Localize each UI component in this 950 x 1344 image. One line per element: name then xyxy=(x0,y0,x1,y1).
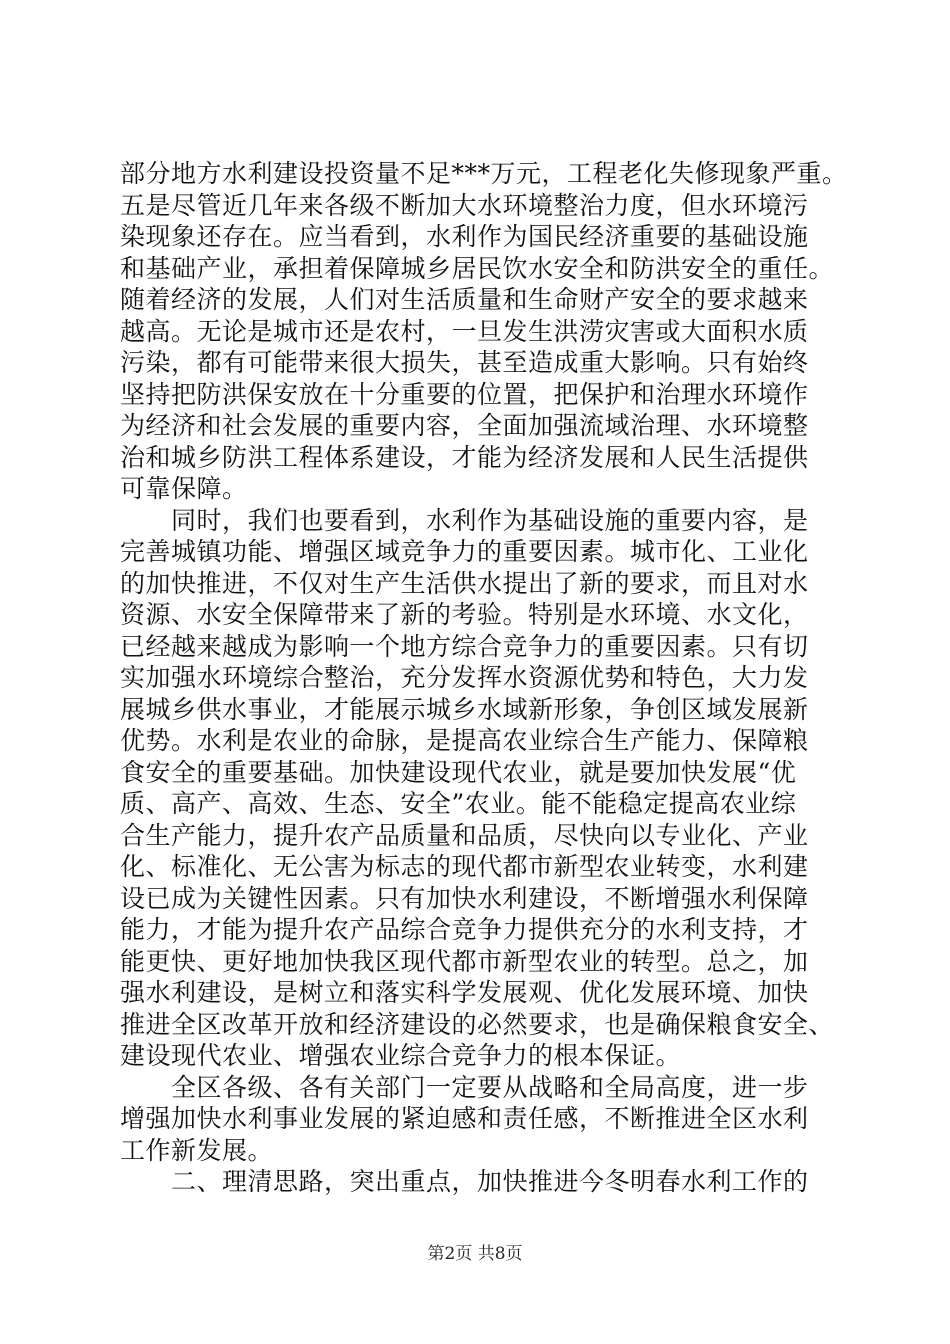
text-line: 资源、水安全保障带来了新的考验。特别是水环境、水文化， xyxy=(120,600,809,629)
text-line: 增强加快水利事业发展的紧迫感和责任感，不断推进全区水利 xyxy=(120,1104,809,1133)
text-line: 已经越来越成为影响一个地方综合竞争力的重要因素。只有切 xyxy=(120,632,809,661)
text-line: 能更快、更好地加快我区现代都市新型农业的转型。总之，加 xyxy=(120,947,809,976)
text-line: 优势。水利是农业的命脉，是提高农业综合生产能力、保障粮 xyxy=(120,726,809,755)
text-line: 的加快推进，不仅对生产生活供水提出了新的要求，而且对水 xyxy=(120,569,809,598)
text-line: 化、标准化、无公害为标志的现代都市新型农业转变，水利建 xyxy=(120,852,809,881)
text-line: 部分地方水利建设投资量不足***万元，工程老化失修现象严重。 xyxy=(120,159,848,188)
text-line: 完善城镇功能、增强区域竞争力的重要因素。城市化、工业化 xyxy=(120,537,809,566)
text-line: 强水利建设，是树立和落实科学发展观、优化发展环境、加快 xyxy=(120,978,809,1007)
text-line: 可靠保障。 xyxy=(120,474,248,503)
text-line: 污染，都有可能带来很大损失，甚至造成重大影响。只有始终 xyxy=(120,348,809,377)
text-line: 实加强水环境综合整治，充分发挥水资源优势和特色，大力发 xyxy=(120,663,809,692)
text-line: 合生产能力，提升农产品质量和品质，尽快向以专业化、产业 xyxy=(120,821,809,850)
text-line: 工作新发展。 xyxy=(120,1136,274,1165)
text-line: 展城乡供水事业，才能展示城乡水域新形象，争创区域发展新 xyxy=(120,695,809,724)
text-line: 食安全的重要基础。加快建设现代农业，就是要加快发展“优 xyxy=(120,758,797,787)
text-line: 为经济和社会发展的重要内容，全面加强流域治理、水环境整 xyxy=(120,411,809,440)
text-line: 全区各级、各有关部门一定要从战略和全局高度，进一步 xyxy=(120,1073,809,1102)
text-line: 随着经济的发展，人们对生活质量和生命财产安全的要求越来 xyxy=(120,285,809,314)
text-line: 坚持把防洪保安放在十分重要的位置，把保护和治理水环境作 xyxy=(120,380,809,409)
text-line: 越高。无论是城市还是农村，一旦发生洪涝灾害或大面积水质 xyxy=(120,317,809,346)
text-line: 二、理清思路，突出重点，加快推进今冬明春水利工作的 xyxy=(120,1167,809,1196)
text-line: 染现象还存在。应当看到，水利作为国民经济重要的基础设施 xyxy=(120,222,809,251)
text-line: 同时，我们也要看到，水利作为基础设施的重要内容，是 xyxy=(120,506,809,535)
text-line: 推进全区改革开放和经济建设的必然要求，也是确保粮食安全、 xyxy=(120,1010,835,1039)
text-line: 质、高产、高效、生态、安全”农业。能不能稳定提高农业综 xyxy=(120,789,797,818)
text-line: 和基础产业，承担着保障城乡居民饮水安全和防洪安全的重任。 xyxy=(120,254,835,283)
text-line: 设已成为关键性因素。只有加快水利建设，不断增强水利保障 xyxy=(120,884,809,913)
text-line: 能力，才能为提升农产品综合竞争力提供充分的水利支持，才 xyxy=(120,915,809,944)
text-line: 治和城乡防洪工程体系建设，才能为经济发展和人民生活提供 xyxy=(120,443,809,472)
page-number-footer: 第2页 共8页 xyxy=(427,1244,523,1264)
text-line: 五是尽管近几年来各级不断加大水环境整治力度，但水环境污 xyxy=(120,191,809,220)
text-line: 建设现代农业、增强农业综合竞争力的根本保证。 xyxy=(120,1041,682,1070)
